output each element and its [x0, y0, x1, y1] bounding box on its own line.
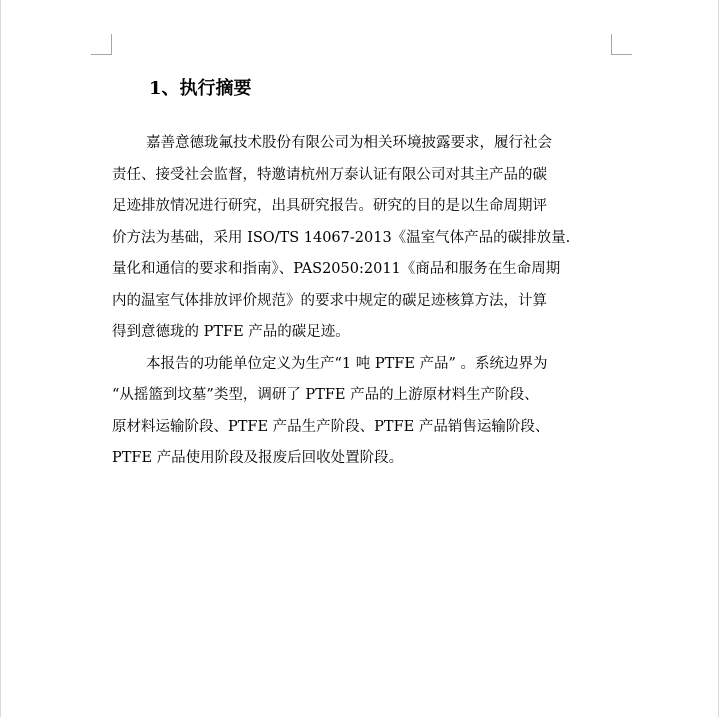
paragraph-1 [112, 128, 610, 349]
text-line: 量化和通信的要求和指南》、PAS2050:2011《商品和服务在生命周期 [112, 261, 561, 277]
crop-mark-top-left [91, 34, 112, 55]
section-heading: 1、执行摘要 [149, 78, 252, 99]
text-line: “从摇篮到坟墓”类型，调研了 PTFE 产品的上游原材料生产阶段、 [112, 387, 539, 403]
text-line: 价方法为基础，采用 ISO/TS 14067-2013《温室气体产品的碳排放量. [112, 229, 571, 246]
text-line: 内的温室气体排放评价规范》的要求中规定的碳足迹核算方法，计算 [112, 292, 547, 309]
text-line: 得到意德珑的 PTFE 产品的碳足迹。 [112, 324, 350, 340]
crop-mark-top-right [611, 34, 632, 55]
text-line: 嘉善意德珑氟技术股份有限公司为相关环境披露要求，履行社会 [146, 135, 552, 151]
text-line: PTFE 产品使用阶段及报废后回收处置阶段。 [112, 450, 404, 466]
text-line: 足迹排放情况进行研究，出具研究报告。研究的目的是以生命周期评 [112, 198, 547, 214]
text-line: 本报告的功能单位定义为生产“1 吨 PTFE 产品” 。系统边界为 [146, 355, 548, 372]
text-line: 责任、接受社会监督，特邀请杭州万泰认证有限公司对其主产品的碳 [112, 166, 547, 183]
text-line: 原材料运输阶段、PTFE 产品生产阶段、PTFE 产品销售运输阶段、 [112, 418, 550, 435]
body-text [112, 128, 610, 475]
paragraph-2 [112, 349, 610, 475]
